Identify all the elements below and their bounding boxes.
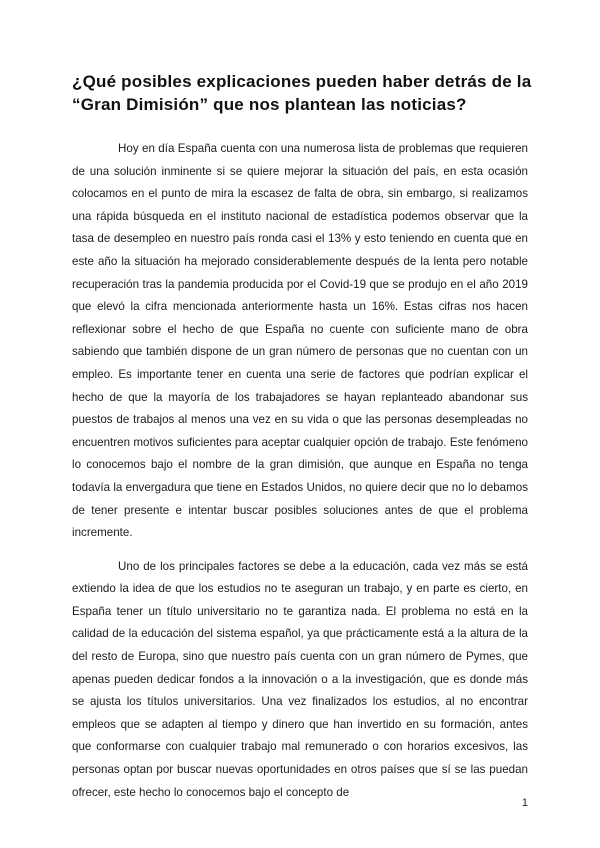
document-body bbox=[72, 138, 528, 804]
page-number: 1 bbox=[521, 797, 528, 809]
document-title: ¿Qué posibles explicaciones pueden haber detrás de la “Gran Dimisión” que nos plantean las noticias? bbox=[72, 72, 532, 114]
paragraph-1: Hoy en día España cuenta con una numerosa lista de problemas que requieren de una solución inminente si se quiere mejorar la situación del país, en esta ocasión colocamos en el punto de mira la escasez de falta de obra, sin embargo, si realizamos una rápida búsqueda en el instituto nacional de estadística podemos observar que la tasa de desempleo en nuestro país ronda casi el 13% y esto teniendo en cuenta que en este año la situación ha mejorado considerablemente después de la lenta pero notable recuperación tras la pandemia producida por el Covid-19 que se produjo en el año 2019 que elevó la cifra mencionada anteriormente hasta un 16%. Estas cifras nos hacen reflexionar sobre el hecho de que España no cuente con suficiente mano de obra sabiendo que también dispone de un gran número de personas que no cuentan con un empleo. Es importante tener en cuenta una serie de factores que podrían explicar el hecho de que la mayoría de los trabajadores se hayan replanteado abandonar sus puestos de trabajos al menos una vez en su vida o que las personas desempleadas no encuentren motivos suficientes para aceptar cualquier opción de trabajo. Este fenómeno lo conocemos bajo el nombre de la gran dimisión, que aunque en España no tenga todavía la envergadura que tiene en Estados Unidos, no quiere decir que no lo debamos de tener presente e intentar buscar posibles soluciones antes de que el problema incremente. bbox=[72, 142, 528, 540]
paragraph-2: Uno de los principales factores se debe a la educación, cada vez más se está extiendo la idea de que los estudios no te aseguran un trabajo, y en parte es cierto, en España tener un título universitario no te garantiza nada. El problema no está en la calidad de la educación del sistema español, ya que prácticamente está a la altura de la del resto de Europa, sino que nuestro país cuenta con un gran número de Pymes, que apenas pueden dedicar fondos a la innovación o a la investigación, que es donde más se ajusta los títulos universitarios. Una vez finalizados los estudios, al no encontrar empleos que se adapten al tiempo y dinero que han invertido en su formación, antes que conformarse con cualquier trabajo mal remunerado o con horarios excesivos, las personas optan por buscar nuevas oportunidades en otros países que sí se las puedan ofrecer, este hecho lo conocemos bajo el concepto de bbox=[72, 559, 528, 799]
